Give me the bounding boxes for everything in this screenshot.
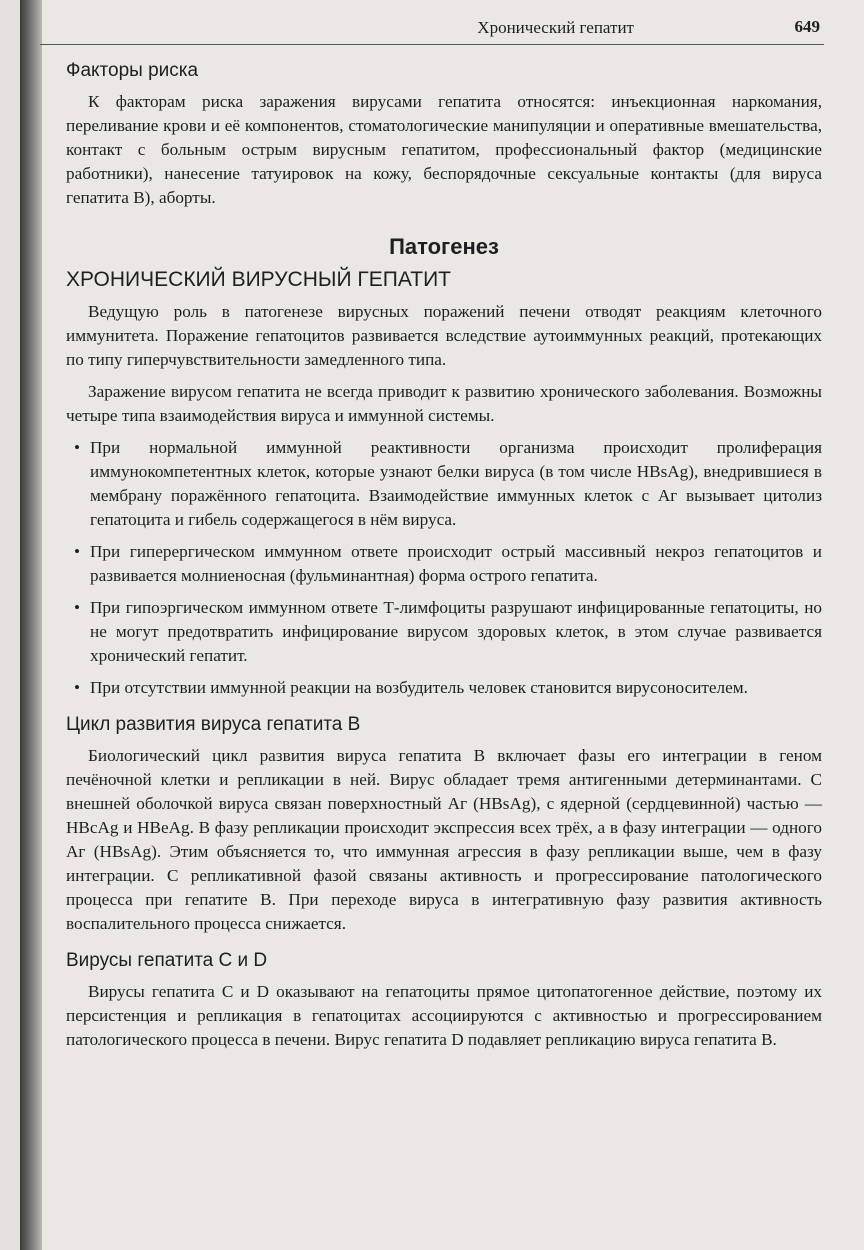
pathogenesis-heading: Патогенез: [389, 234, 499, 259]
hcv-hdv-text: Вирусы гепатита C и D оказывают на гепатоциты прямое цитопатогенное действие, поэтому их персистенция и репликация в гепатоцитах ассоциируются с активностью и прогрессированием патологического процесса в печени. Вирус гепатита D подавляет репликацию вируса гепатита B.: [66, 982, 822, 1049]
bullet-icon: •: [74, 542, 81, 561]
page: [20, 0, 864, 1250]
hbv-cycle-text: Биологический цикл развития вируса гепатита B включает фазы его интеграции в геном печёночной клетки и репликации в ней. Вирус обладает тремя антигенными детерминантами. С внешней оболочкой вируса связан поверхностный Аг (HBsAg), с ядерной (сердцевинной) частью — HBcAg и HBeAg. В фазу репликации происходит экспрессия всех трёх, а в фазу интеграции — одного Аг (HBsAg). Этим объясняется то, что иммунная агрессия в фазу репликации выше, чем в фазу интеграции. С репликативной фазой связаны активность и прогрессирование патологического процесса при гепатите B. При переходе вируса в интегративную фазу развития активность воспалительного процесса снижается.: [66, 746, 822, 933]
list-item: [74, 436, 822, 532]
running-head-title: Хронический гепатит: [477, 18, 634, 37]
interaction-types-list: [66, 436, 822, 700]
page-number: 649: [794, 17, 820, 36]
book-spine-shadow: [20, 0, 42, 1250]
bullet-icon: •: [74, 438, 81, 457]
list-item: [74, 596, 822, 668]
list-item-text: При гиперергическом иммунном ответе происходит острый массивный некроз гепатоцитов и развивается молниеносная (фульминантная) форма острого гепатита.: [90, 542, 822, 585]
running-head: [40, 14, 824, 45]
list-item-text: При гипоэргическом иммунном ответе Т-лимфоциты разрушают инфицированные гепатоциты, но не могут предотвратить инфицирование вирусом здоровых клеток, в этом случае развивается хронический гепатит.: [90, 598, 822, 665]
bullet-icon: •: [74, 598, 81, 617]
risk-factors-text: К факторам риска заражения вирусами гепатита относятся: инъекционная наркомания, переливание крови и её компонентов, стоматологические манипуляции и оперативные вмешательства, контакт с больным острым вирусным гепатитом, профессиональный фактор (медицинские работники), нанесение татуировок на кожу, беспорядочные сексуальные контакты (для вируса гепатита B), аборты.: [66, 92, 822, 207]
list-item: [74, 540, 822, 588]
hcv-hdv-heading: Вирусы гепатита C и D: [66, 950, 268, 971]
list-item: [74, 676, 822, 700]
pathogenesis-paragraph-2: Заражение вирусом гепатита не всегда приводит к развитию хронического заболевания. Возможны четыре типа взаимодействия вируса и иммунной системы.: [66, 382, 822, 425]
risk-factors-heading: Факторы риска: [66, 60, 199, 81]
page-content: [66, 60, 822, 1052]
pathogenesis-paragraph-1: Ведущую роль в патогенезе вирусных поражений печени отводят реакциям клеточного иммунитета. Поражение гепатоцитов развивается вследствие аутоиммунных реакций, протекающих по типу гиперчувствительности замедленного типа.: [66, 302, 822, 369]
list-item-text: При отсутствии иммунной реакции на возбудитель человек становится вирусоносителем.: [90, 678, 748, 697]
hbv-cycle-heading: Цикл развития вируса гепатита B: [66, 714, 361, 735]
list-item-text: При нормальной иммунной реактивности организма происходит пролиферация иммунокомпетентных клеток, которые узнают белки вируса (в том числе HBsAg), внедрившиеся в мембрану поражённого гепатоцита. Взаимодействие иммунных клеток с Аг вызывает цитолиз гепатоцита и гибель содержащегося в нём вируса.: [90, 438, 822, 529]
bullet-icon: •: [74, 678, 81, 697]
chronic-viral-hepatitis-heading: ХРОНИЧЕСКИЙ ВИРУСНЫЙ ГЕПАТИТ: [66, 268, 451, 291]
